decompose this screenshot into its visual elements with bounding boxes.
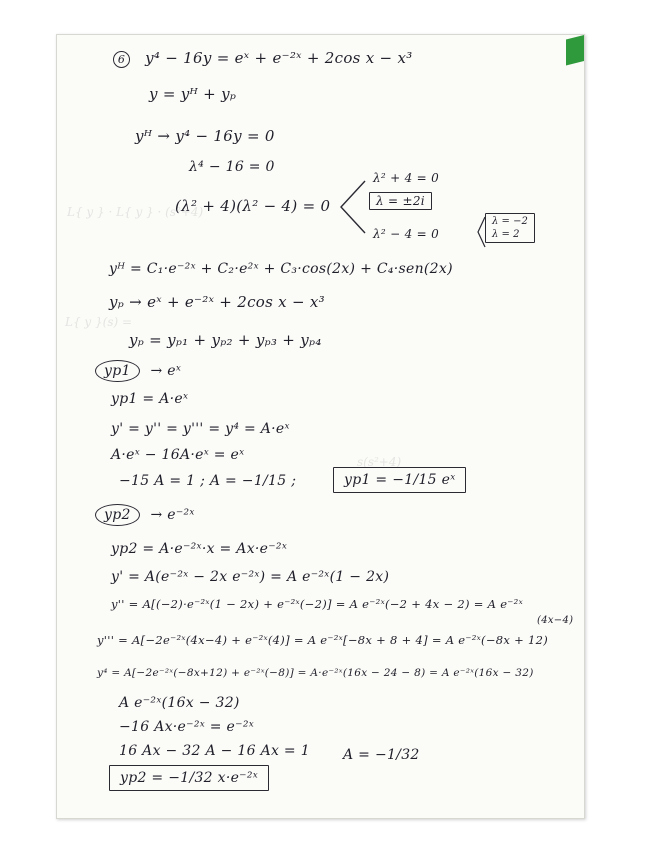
line-yp2-substitute: −16 Ax·e⁻²ˣ = e⁻²ˣ <box>119 719 254 735</box>
bleed-through: s(s²+4) <box>357 455 402 469</box>
yp2-arrow-term: → e⁻²ˣ <box>150 507 195 523</box>
line-yh-solution: yᴴ = C₁·e⁻²ˣ + C₂·e²ˣ + C₃·cos(2x) + C₄·sen(2x) <box>109 261 453 277</box>
line-homogeneous: yᴴ → y⁴ − 16y = 0 <box>135 127 275 145</box>
line-yp2-third-deriv: y''' = A[−2e⁻²ˣ(4x−4) + e⁻²ˣ(4)] = A e⁻²ˣ[−8x + 8 + 4] = A e⁻²ˣ(−8x + 12) <box>97 633 549 647</box>
paper-sheet <box>56 34 585 819</box>
line-yp2-guess: yp2 = A·e⁻²ˣ·x = Ax·e⁻²ˣ <box>111 541 288 557</box>
line-yp2-second-deriv: y'' = A[(−2)·e⁻²ˣ(1 − 2x) + e⁻²ˣ(−2)] = A e⁻²ˣ(−2 + 4x − 2) = A e⁻²ˣ <box>111 597 523 611</box>
line-yp2-fourth-result: A e⁻²ˣ(16x − 32) <box>119 695 240 711</box>
bleed-through: L{ y }(s) = <box>65 315 133 329</box>
branch-brace <box>337 175 367 239</box>
root-eq-2: λ² − 4 = 0 <box>373 227 440 241</box>
problem-equation: y⁴ − 16y = eˣ + e⁻²ˣ + 2cos x − x³ <box>145 49 413 67</box>
line-yp2-A-value: A = −1/32 <box>343 747 420 763</box>
root-pos-two: λ = 2 <box>492 229 520 240</box>
problem-number: 6 <box>113 51 130 68</box>
yp1-header <box>95 363 181 379</box>
line-characteristic: λ⁴ − 16 = 0 <box>189 159 275 175</box>
problem-header <box>113 49 413 68</box>
line-yp2-first-deriv: y' = A(e⁻²ˣ − 2x e⁻²ˣ) = A e⁻²ˣ(1 − 2x) <box>111 569 390 585</box>
line-yp2-second-deriv-tail: (4x−4) <box>537 615 574 626</box>
line-yp2-simplify: 16 Ax − 32 A − 16 Ax = 1 <box>119 743 310 759</box>
yp1-circled-label: yp1 <box>95 360 140 382</box>
root-neg-two: λ = −2 <box>492 216 528 227</box>
line-yp1-substitute: A·eˣ − 16A·eˣ = eˣ <box>111 447 245 463</box>
root-eq-1: λ² + 4 = 0 <box>373 171 440 185</box>
line-yp2-fourth-deriv: y⁴ = A[−2e⁻²ˣ(−8x+12) + e⁻²ˣ(−8)] = A·e⁻²ˣ(16x − 24 − 8) = A e⁻²ˣ(16x − 32) <box>97 667 534 679</box>
line-yp-sum: yₚ = yₚ₁ + yₚ₂ + yₚ₃ + yₚ₄ <box>129 331 322 349</box>
yp1-arrow-term: → eˣ <box>150 363 182 379</box>
yp1-result-box: yp1 = −1/15 eˣ <box>333 467 466 493</box>
line-yp-terms: yₚ → eˣ + e⁻²ˣ + 2cos x − x³ <box>109 293 325 311</box>
line-factored: (λ² + 4)(λ² − 4) = 0 <box>175 197 331 215</box>
root-box-real <box>485 213 535 243</box>
line-general-solution: y = yᴴ + yₚ <box>149 85 237 103</box>
yp2-header <box>95 507 195 523</box>
green-corner-tab <box>566 35 584 65</box>
yp2-circled-label: yp2 <box>95 504 140 526</box>
line-yp1-guess: yp1 = A·eˣ <box>111 391 189 407</box>
yp2-result-box: yp2 = −1/32 x·e⁻²ˣ <box>109 765 269 791</box>
line-yp1-solve: −15 A = 1 ; A = −1/15 ; <box>119 473 297 489</box>
line-yp1-derivatives: y' = y'' = y''' = y⁴ = A·eˣ <box>111 421 290 437</box>
root-box-complex: λ = ±2i <box>369 192 432 210</box>
bleed-through: L{ y } · L{ y } · (s²+4) <box>67 205 204 219</box>
